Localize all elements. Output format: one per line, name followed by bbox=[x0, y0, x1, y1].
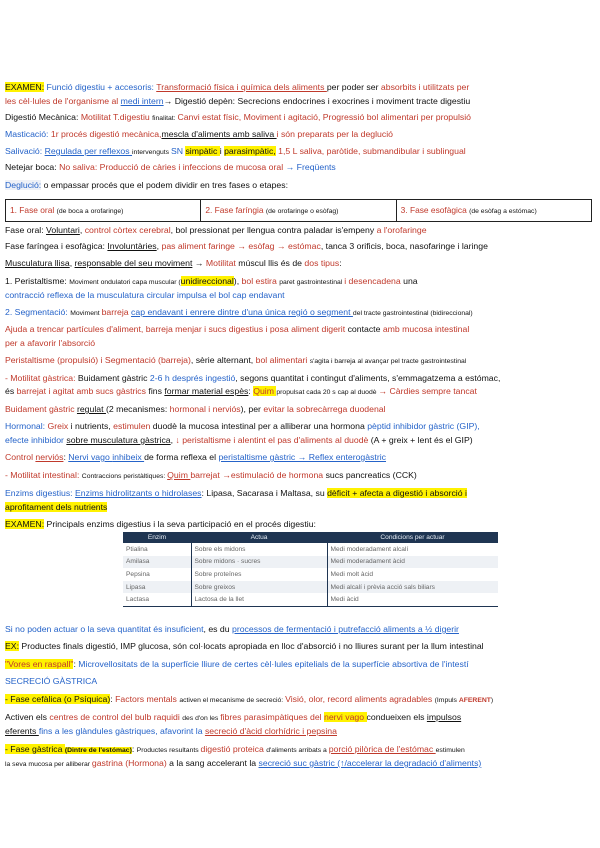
table-cell: Ptialina bbox=[123, 543, 191, 556]
table-cell: Lactasa bbox=[123, 593, 191, 606]
table-cell: Medi moderadament àcid bbox=[327, 556, 498, 569]
fase-faringia-cell: 2. Fase faríngia (de orofaringe o esòfag) bbox=[201, 200, 396, 221]
table-cell: Lactosa de la llet bbox=[191, 593, 327, 606]
enzims-table bbox=[123, 532, 498, 607]
table-cell: Amilasa bbox=[123, 556, 191, 569]
table-cell: Medi moderadament alcalí bbox=[330, 545, 409, 553]
line-motilitat-intestinal: - Motilitat intestinal: Contraccions peristàltiques: Quim barrejat →estimulació de hormona sucs pancreatics (CCK) bbox=[5, 470, 417, 480]
section-title-secrecio-gastrica: SECRECIÓ GÀSTRICA bbox=[5, 676, 98, 686]
line-barrejat-agitat: és barrejat i agitat amb sucs gàstrics fins formar material espès: Quim propulsat cada 20 s cap al duodè → Càrdies sempre tancat bbox=[5, 386, 477, 396]
line-cellules: les cèl·lules de l'organisme al medi intern→ Digestió depèn: Secrecions endocrines i exocrines i moviment tracte digestiu bbox=[5, 96, 471, 106]
line-segmentacio: 2. Segmentació: Moviment barreja cap endavant i enrere dintre d'una única regió o segment del tracte gastrointestinal (bidireccional) bbox=[5, 307, 473, 317]
line-gastrina: la seva mucosa per alliberar gastrina (Hormona) a la sang accelerant la secreció suc gàstric (↑/accelerar la degradació d'aliments) bbox=[5, 758, 482, 768]
table-header-actua: Actua bbox=[191, 532, 327, 543]
line-fase-gastrica: - Fase gàstrica (Dintre de l'estómac): Productes resultants digestió proteica d'aliments arribats a porció pilòrica de l'estómac estimulen bbox=[5, 744, 465, 754]
line-fase-cefalica: - Fase cefàlica (o Psíquica): Factors mentals activen el mecanisme de secreció: Visió, olor, record aliments agradables (Impuls AFERENT) bbox=[5, 694, 494, 704]
line-salivacio: Salivació: Regulada per reflexos intervenguts SN simpàtic i parasimpàtic, 1,5 L saliva, paròtide, submandibular i sublingual bbox=[5, 146, 466, 156]
line-fase-faringea: Fase faríngea i esofàgica: Involuntàries, pas aliment faringe → esòfag → estómac, tanca 3 orificis, boca, nasofaringe i laringe bbox=[5, 241, 488, 251]
table-header-enzim: Enzim bbox=[123, 532, 191, 543]
line-motilitat-gastrica: - Motilitat gàstrica: Buidament gàstric 2-6 h després ingestió, segons quantitat i contingut d'aliments, s'emmagatzema a estómac, bbox=[5, 373, 501, 383]
line-activen-centres: Activen els centres de control del bulb raquidi des d'on les fibres parasimpàtiques del nervi vago condueixen els impulsos bbox=[5, 712, 462, 722]
fase-esofagica-cell: 3. Fase esofàgica (de esòfag a estómac) bbox=[400, 205, 537, 215]
line-ajuda-trencar: Ajuda a trencar partícules d'aliment, barreja menjar i sucs digestius i posa aliment digerit contacte amb mucosa intestinal bbox=[5, 324, 470, 334]
table-row bbox=[123, 581, 498, 594]
table-cell: Sobre midons · sucres bbox=[191, 556, 327, 569]
table-row bbox=[123, 543, 498, 556]
table-row bbox=[123, 556, 498, 569]
table-cell: Medi molt àcid bbox=[330, 570, 374, 578]
enzims-table-header bbox=[123, 532, 498, 543]
line-enzims-digestius: Enzims digestius: Enzims hidrolitzants o hidrolases: Lipasa, Sacarasa i Maltasa, su dèficit + afecta a digestió i absorció i bbox=[5, 488, 467, 498]
table-cell: Medi alcalí i prèvia acció sals biliars bbox=[327, 581, 498, 594]
line-peristaltisme: 1. Peristaltisme: Moviment ondulatori capa muscular (unidireccional), bol estira paret gastrointestinal i desencadena una bbox=[5, 276, 418, 286]
line-buidament-regulat: Buidament gàstric regulat (2 mecanismes: hormonal i nerviós), per evitar la sobrecàrrega duodenal bbox=[5, 404, 386, 414]
line-efecte-inhibidor: efecte inhibidor sobre musculatura gàstrica, ↓ peristaltisme i alentint el pas d'aliments al duodè (A + greix + lent és el GIP) bbox=[5, 435, 473, 445]
table-cell: Sobre proteïnes bbox=[191, 568, 327, 581]
line-aprofitament: aprofitament dels nutrients bbox=[5, 502, 108, 512]
line-examen-enzims: EXAMEN: Principals enzims digestius i la seva participació en el procés digestiu: bbox=[5, 519, 316, 529]
line-digestio-mecanica: Digestió Mecànica: Motilitat T.digestiu finalitat: Canvi estat físic, Moviment i agitació, Progressió bol alimentari per propulsió bbox=[5, 112, 472, 122]
line-deglucio: Deglució: o empassar procés que el podem dividir en tres fases o etapes: bbox=[5, 180, 288, 190]
line-contraccio-reflexa: contracció reflexa de la musculatura circular impulsa el bol cap endavant bbox=[5, 290, 285, 300]
line-netejar-boca: Netejar boca: No saliva: Producció de càries i infeccions de mucosa oral → Freqüents bbox=[5, 162, 336, 172]
table-cell: Medi àcid bbox=[327, 593, 498, 606]
line-hormonal: Hormonal: Greix i nutrients, estimulen duodè la mucosa intestinal per a alliberar una hormona pèptid inhibidor gàstric (GIP), bbox=[5, 421, 480, 431]
table-cell: Pepsina bbox=[123, 568, 191, 581]
line-fase-oral: Fase oral: Voluntari, control còrtex cerebral, bol pressionat per llengua contra paladar is'empeny a l'orofaringe bbox=[5, 225, 427, 235]
table-cell: Sobre els midons bbox=[191, 543, 327, 556]
table-row bbox=[123, 568, 498, 581]
table-cell: Sobre greixos bbox=[191, 581, 327, 594]
line-vores-raspall: "Vores en raspall": Microvellositats de la superfície lliure de certes cèl·lules epitelials de la superfície absortiva de l'intestí bbox=[5, 659, 469, 669]
line-ex-productes: EX: Productes finals digestió, IMP glucosa, són col·locats apropiada en lloc d'absorció i no lliures surant per la llum intestinal bbox=[5, 641, 484, 651]
line-masticacio: Masticació: 1r procés digestió mecànica,mescla d'aliments amb saliva i són preparats per la deglució bbox=[5, 129, 393, 139]
table-header-condicions: Condicions per actuar bbox=[327, 532, 498, 543]
fases-deglucio-box bbox=[5, 199, 592, 222]
fase-oral-cell: 1. Fase oral (de boca a orofaringe) bbox=[6, 200, 201, 221]
table-row bbox=[123, 593, 498, 606]
line-peristaltisme-segmentacio: Peristaltisme (propulsió) i Segmentació (barreja), sèrie alternant, bol alimentari s'agita i barreja al avançar pel tracte gastrointestinal bbox=[5, 355, 467, 365]
line-musculatura: Musculatura llisa, responsable del seu moviment → Motilitat múscul llis és de dos tipus: bbox=[5, 258, 342, 268]
line-eferents: eferents fins a les glàndules gàstriques, afavorint la secreció d'àcid clorhídric i pepsina bbox=[5, 726, 337, 736]
line-afavorir-absorcio: per a afavorir l'absorció bbox=[5, 338, 96, 348]
table-cell: Lipasa bbox=[123, 581, 191, 594]
line-si-no-poden: Si no poden actuar o la seva quantitat és insuficient, es du processos de fermentació i putrefacció aliments a ½ digerir bbox=[5, 624, 459, 634]
line-control-nervios: Control nerviós: Nervi vago inhibeix de forma reflexa el peristaltisme gàstric → Reflex enterogàstric bbox=[5, 452, 387, 462]
line-examen-funcio: EXAMEN: Funció digestiu + accesoris: Transformació física i química dels aliments per poder ser absorbits i utilitzats per bbox=[5, 82, 470, 92]
